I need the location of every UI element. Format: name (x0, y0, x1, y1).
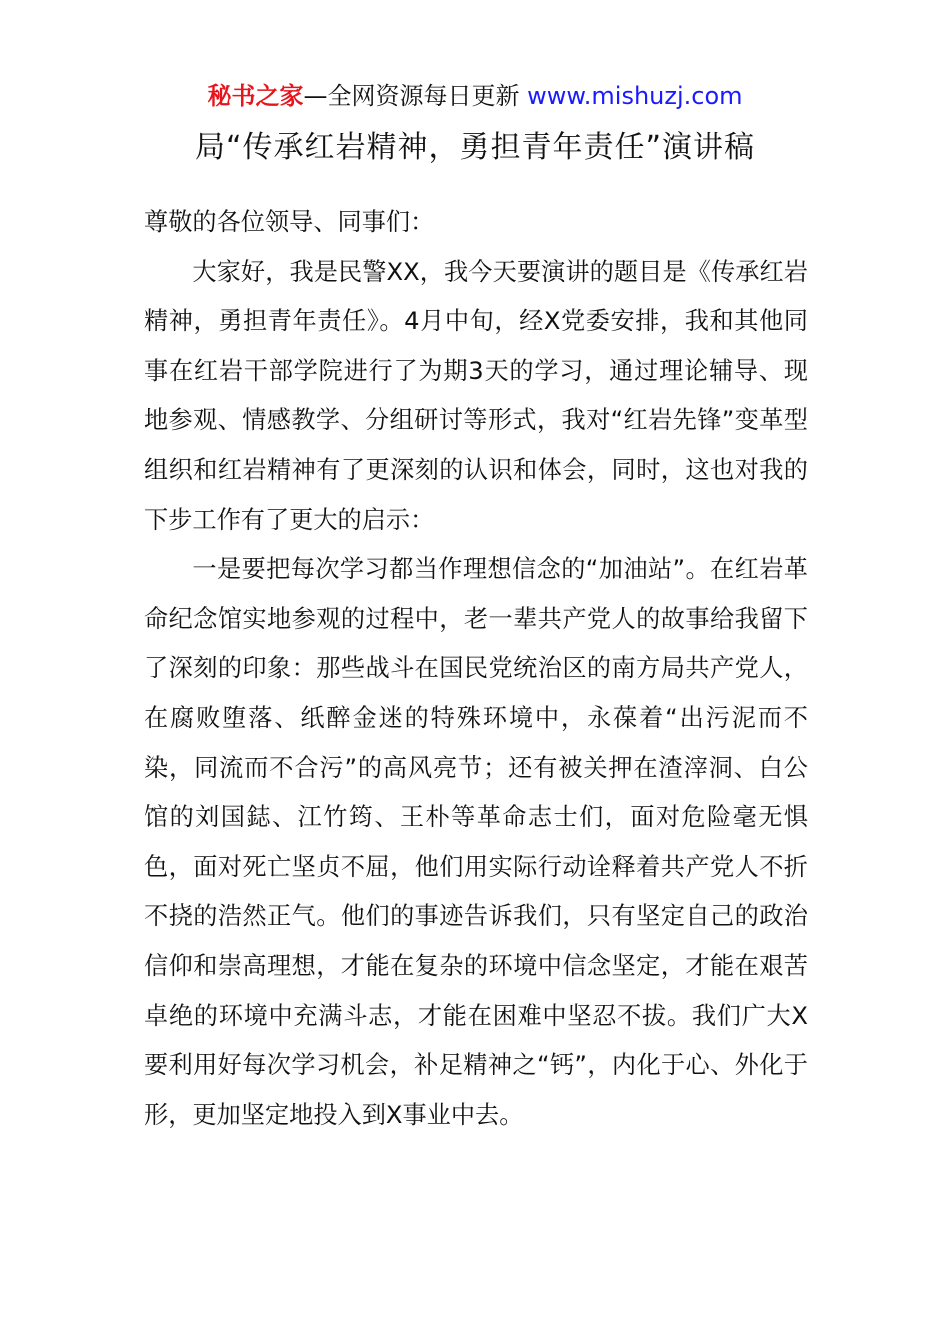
salutation: 尊敬的各位领导、同事们： (144, 208, 435, 236)
document-body (144, 198, 808, 1140)
paragraph-point-one: 一是要把每次学习都当作理想信念的“加油站”。在红岩革命纪念馆实地参观的过程中，老一辈共产党人的故事给我留下了深刻的印象：那些战斗在国民党统治区的南方局共产党人，在腐败堕落、纸醉金迷的特殊环境中，永葆着“出污泥而不染，同流而不合污”的高风亮节；还有被关押在渣滓洞、白公馆的刘国鋕、江竹筠、王朴等革命志士们，面对危险毫无惧色，面对死亡坚贞不屈，他们用实际行动诠释着共产党人不折不挠的浩然正气。他们的事迹告诉我们，只有坚定自己的政治信仰和崇高理想，才能在复杂的环境中信念坚定，才能在艰苦卓绝的环境中充满斗志，才能在困难中坚忍不拔。我们广大X要利用好每次学习机会，补足精神之“钙”，内化于心、外化于形，更加坚定地投入到X事业中去。 (144, 555, 808, 1129)
watermark-url[interactable]: www.mishuzj.com (527, 82, 743, 110)
watermark-brand: 秘书之家 (207, 82, 304, 110)
watermark-tagline: —全网资源每日更新 (303, 82, 528, 110)
document-title: 局“传承红岩精神，勇担青年责任”演讲稿 (194, 130, 756, 165)
site-watermark-header (0, 80, 950, 112)
paragraph-intro: 大家好，我是民警XX，我今天要演讲的题目是《传承红岩精神，勇担青年责任》。4月中旬，经X党委安排，我和其他同事在红岩干部学院进行了为期3天的学习，通过理论辅导、现地参观、情感教学、分组研讨等形式，我对“红岩先锋”变革型组织和红岩精神有了更深刻的认识和体会，同时，这也对我的下步工作有了更大的启示： (144, 257, 808, 534)
